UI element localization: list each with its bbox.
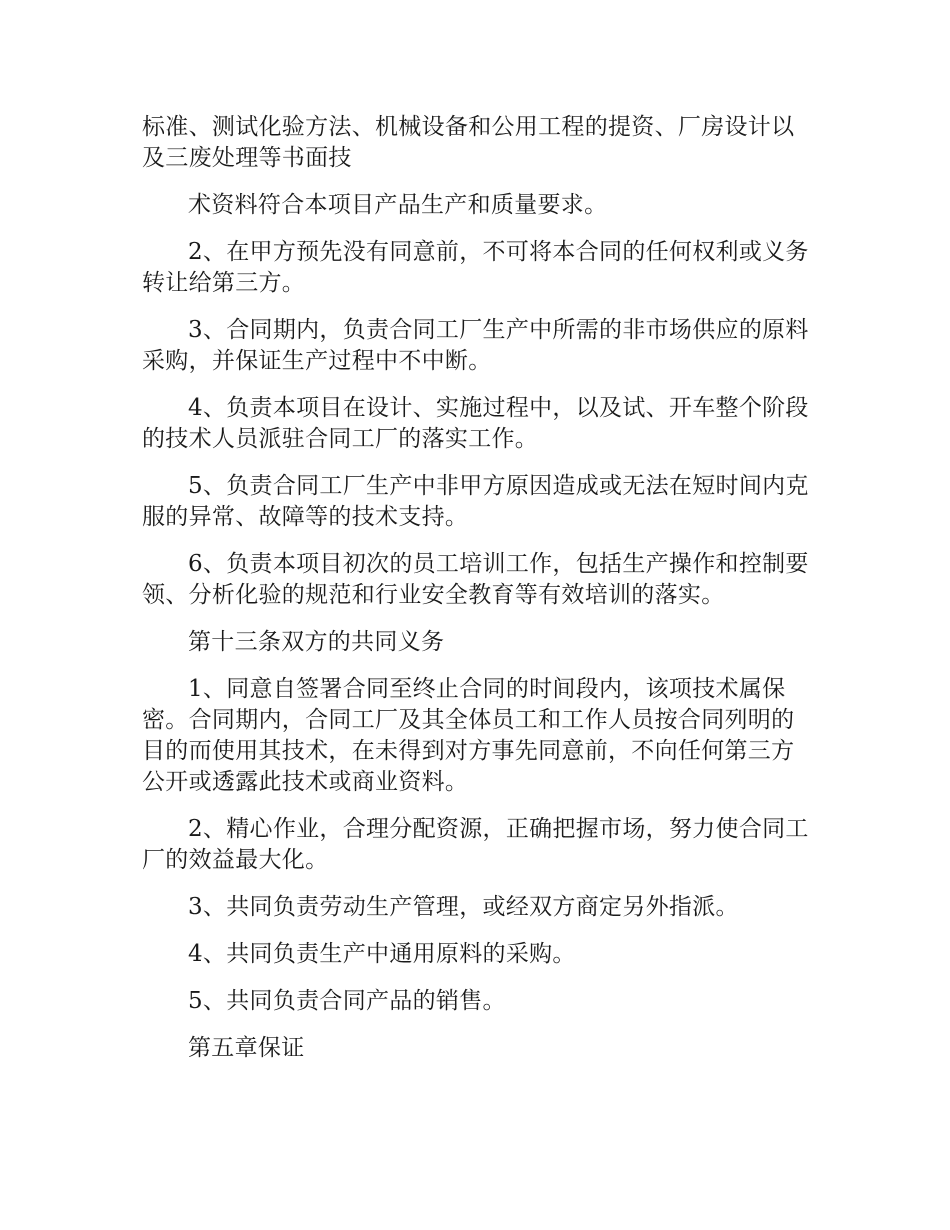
paragraph-2: 术资料符合本项目产品生产和质量要求。 <box>188 192 608 218</box>
paragraph-11: 3、共同负责劳动生产管理，或经双方商定另外指派。 <box>188 894 739 920</box>
paragraph-5: 4、负责本项目在设计、实施过程中，以及试、开车整个阶段的技术人员派驻合同工厂的落实工作。 <box>142 395 809 452</box>
paragraph-7: 6、负责本项目初次的员工培训工作，包括生产操作和控制要领、分析化验的规范和行业安全教育等有效培训的落实。 <box>142 551 809 608</box>
paragraph-12: 4、共同负责生产中通用原料的采购。 <box>188 941 576 967</box>
paragraph-4: 3、合同期内，负责合同工厂生产中所需的非市场供应的原料采购，并保证生产过程中不中断。 <box>142 317 809 374</box>
section-heading-article-13: 第十三条双方的共同义务 <box>188 629 445 655</box>
paragraph-6: 5、负责合同工厂生产中非甲方原因造成或无法在短时间内克服的异常、故障等的技术支持。 <box>142 473 809 530</box>
paragraph-1: 标准、测试化验方法、机械设备和公用工程的提资、厂房设计以及三废处理等书面技 <box>142 114 795 171</box>
paragraph-10: 2、精心作业，合理分配资源，正确把握市场，努力使合同工厂的效益最大化。 <box>142 816 809 873</box>
paragraph-13: 5、共同负责合同产品的销售。 <box>188 988 506 1014</box>
chapter-heading-5: 第五章保证 <box>188 1035 305 1061</box>
paragraph-9: 1、同意自签署合同至终止合同的时间段内，该项技术属保密。合同期内，合同工厂及其全体员工和工作人员按合同列明的目的而使用其技术，在未得到对方事先同意前，不向任何第三方公开或透露此技术或商业资料。 <box>142 676 795 795</box>
document-body <box>142 112 810 1080</box>
paragraph-3: 2、在甲方预先没有同意前，不可将本合同的任何权利或义务转让给第三方。 <box>142 239 809 296</box>
